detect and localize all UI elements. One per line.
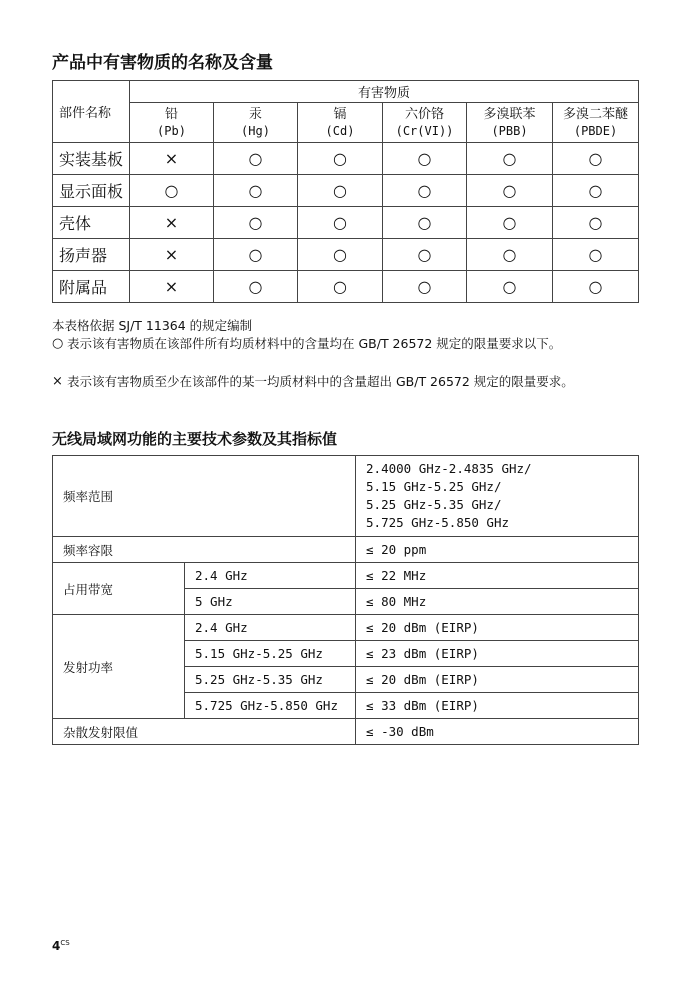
freq-range-line: 2.4000 GHz-2.4835 GHz/: [366, 461, 532, 476]
substance-name: 铅: [164, 106, 178, 122]
freq-range-line: 5.15 GHz-5.25 GHz/: [366, 479, 502, 494]
value-cell: ≤ 23 dBm (EIRP): [356, 641, 639, 667]
substance-symbol: (Cd): [325, 123, 355, 138]
substance-mark: ×: [130, 143, 214, 175]
substance-header: [214, 103, 298, 143]
band-cell: 5.25 GHz-5.35 GHz: [185, 667, 356, 693]
band-cell: 5.15 GHz-5.25 GHz: [185, 641, 356, 667]
substance-mark: ×: [130, 239, 214, 271]
substance-name: 汞: [248, 106, 262, 122]
table-row: [53, 456, 639, 537]
table-row: [53, 563, 639, 589]
bandwidth-label: 占用带宽: [53, 563, 185, 615]
substance-mark: ○: [467, 207, 553, 239]
substance-mark: ○: [298, 143, 383, 175]
table-row: [53, 719, 639, 745]
substance-mark: ○: [214, 207, 298, 239]
wireless-section-title: 无线局域网功能的主要技术参数及其指标值: [52, 430, 338, 448]
note-circle-text: 表示该有害物质在该部件所有均质材料中的含量均在 GB/T 26572 规定的限量要求以下。: [67, 336, 562, 351]
substance-mark: ○: [130, 175, 214, 207]
table-row: [53, 207, 639, 239]
part-name: 显示面板: [53, 175, 130, 207]
substance-mark: ×: [130, 271, 214, 303]
substance-header: [298, 103, 383, 143]
substance-mark: ○: [467, 239, 553, 271]
substance-header: [467, 103, 553, 143]
substance-header: [383, 103, 467, 143]
substance-mark: ○: [467, 271, 553, 303]
note-cross: [52, 374, 627, 390]
substance-mark: ○: [214, 239, 298, 271]
substance-mark: ○: [383, 271, 467, 303]
tx-power-label: 发射功率: [53, 615, 185, 719]
table-row: [53, 615, 639, 641]
substance-mark: ○: [298, 175, 383, 207]
substance-mark: ○: [298, 207, 383, 239]
freq-range-line: 5.25 GHz-5.35 GHz/: [366, 497, 502, 512]
circle-icon: ○: [52, 336, 64, 351]
value-cell: ≤ 20 dBm (EIRP): [356, 615, 639, 641]
wireless-spec-table: [52, 455, 639, 745]
table-row: [53, 537, 639, 563]
part-name: 扬声器: [53, 239, 130, 271]
substance-mark: ○: [383, 207, 467, 239]
header-part-name: 部件名称: [53, 81, 130, 143]
substance-mark: ○: [553, 175, 639, 207]
substance-symbol: (Cr(VI)): [395, 123, 454, 138]
note-basis: 本表格依据 SJ/T 11364 的规定编制: [52, 318, 253, 333]
table-row: [53, 143, 639, 175]
substance-header: [553, 103, 639, 143]
band-cell: 2.4 GHz: [185, 615, 356, 641]
substance-symbol: (Hg): [241, 123, 270, 138]
substance-mark: ○: [214, 143, 298, 175]
substance-mark: ○: [298, 239, 383, 271]
substance-mark: ×: [130, 207, 214, 239]
substance-name: 六价铬: [404, 106, 444, 122]
substance-mark: ○: [553, 239, 639, 271]
freq-range-value: [356, 456, 639, 537]
substance-name: 多溴联苯: [483, 106, 536, 122]
value-cell: ≤ 22 MHz: [356, 563, 639, 589]
substance-mark: ○: [214, 271, 298, 303]
substance-mark: ○: [553, 271, 639, 303]
hazardous-substances-table: [52, 80, 639, 303]
band-cell: 2.4 GHz: [185, 563, 356, 589]
value-cell: ≤ 33 dBm (EIRP): [356, 693, 639, 719]
part-name: 壳体: [53, 207, 130, 239]
part-name: 实装基板: [53, 143, 130, 175]
substance-mark: ○: [553, 207, 639, 239]
freq-tolerance-value: ≤ 20 ppm: [356, 537, 639, 563]
freq-range-line: 5.725 GHz-5.850 GHz: [366, 515, 510, 530]
substance-name: 镉: [333, 106, 347, 122]
substance-symbol: (Pb): [157, 123, 186, 138]
substance-mark: ○: [383, 175, 467, 207]
substance-name: 多溴二苯醚: [563, 106, 629, 122]
band-cell: 5 GHz: [185, 589, 356, 615]
spurious-label: 杂散发射限值: [53, 719, 356, 745]
substance-mark: ○: [383, 143, 467, 175]
value-cell: ≤ 80 MHz: [356, 589, 639, 615]
header-hazardous-substances: 有害物质: [130, 81, 639, 103]
substance-header: [130, 103, 214, 143]
band-cell: 5.725 GHz-5.850 GHz: [185, 693, 356, 719]
spurious-value: ≤ -30 dBm: [356, 719, 639, 745]
substance-symbol: (PBB): [491, 123, 528, 138]
hazard-section-title: 产品中有害物质的名称及含量: [52, 53, 273, 73]
note-cross-text: 表示该有害物质至少在该部件的某一均质材料中的含量超出 GB/T 26572 规定的限量要求。: [67, 374, 574, 389]
substance-mark: ○: [298, 271, 383, 303]
part-name: 附属品: [53, 271, 130, 303]
page-number: [52, 939, 70, 953]
page-number-suffix: CS: [60, 939, 70, 947]
table-row: [53, 239, 639, 271]
note-circle: [52, 336, 627, 352]
substance-symbol: (PBDE): [573, 123, 618, 138]
substance-mark: ○: [214, 175, 298, 207]
substance-mark: ○: [467, 143, 553, 175]
substance-mark: ○: [467, 175, 553, 207]
page-number-value: 4: [52, 939, 61, 953]
substance-mark: ○: [553, 143, 639, 175]
table-row: [53, 271, 639, 303]
value-cell: ≤ 20 dBm (EIRP): [356, 667, 639, 693]
substance-mark: ○: [383, 239, 467, 271]
freq-range-label: 频率范围: [53, 456, 356, 537]
freq-tolerance-label: 频率容限: [53, 537, 356, 563]
table-row: [53, 175, 639, 207]
cross-icon: ×: [52, 374, 63, 389]
